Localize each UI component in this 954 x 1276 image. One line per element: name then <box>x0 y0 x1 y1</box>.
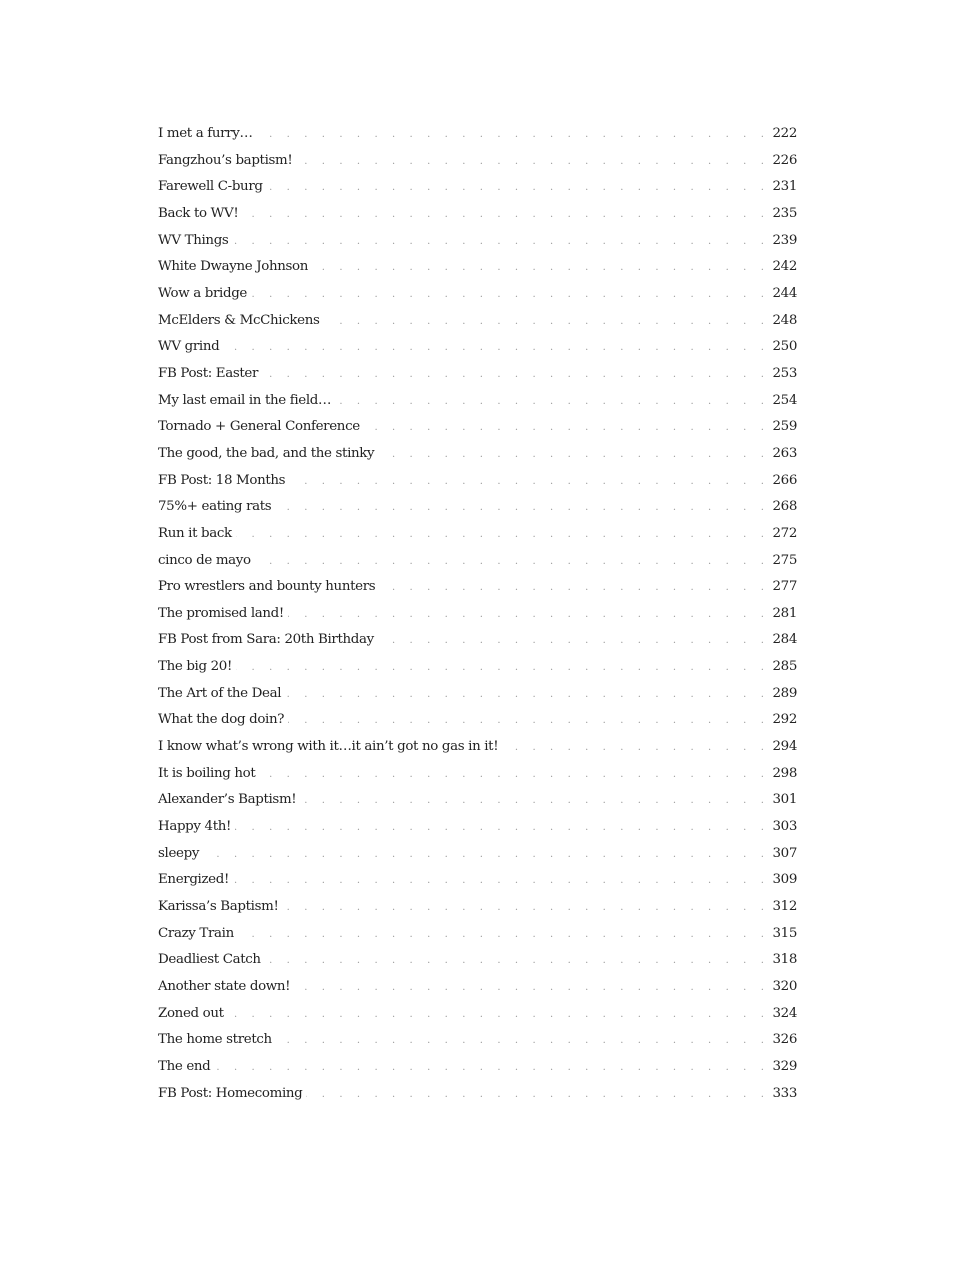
dot-leader <box>265 948 773 975</box>
toc-entry-page-number: 318 <box>772 952 797 968</box>
toc-entry-title: The promised land! <box>158 605 284 621</box>
toc-entry[interactable] <box>158 761 797 788</box>
toc-entry[interactable] <box>158 841 797 868</box>
toc-entry-page-number: 333 <box>772 1085 797 1101</box>
toc-entry-page-number: 244 <box>772 285 797 301</box>
toc-entry-page-number: 329 <box>772 1058 797 1074</box>
toc-entry-title: Wow a bridge <box>158 285 247 301</box>
toc-entry-title: Deadliest Catch <box>158 952 261 968</box>
toc-entry[interactable] <box>158 894 797 921</box>
dot-leader <box>233 868 772 895</box>
dot-leader <box>275 495 772 522</box>
toc-entry-page-number: 259 <box>772 419 797 435</box>
toc-entry[interactable] <box>158 574 797 601</box>
toc-entry-title: Karissa’s Baptism! <box>158 899 279 915</box>
toc-entry[interactable] <box>158 281 797 308</box>
toc-entry-title: FB Post: Easter <box>158 365 259 381</box>
toc-entry-title: 75%+ eating rats <box>158 499 272 515</box>
toc-entry-title: The home stretch <box>158 1032 272 1048</box>
dot-leader <box>267 175 773 202</box>
toc-entry-title: Alexander’s Baptism! <box>158 792 297 808</box>
toc-entry[interactable] <box>158 441 797 468</box>
dot-leader <box>312 255 772 282</box>
toc-entry[interactable] <box>158 388 797 415</box>
toc-entry-page-number: 250 <box>772 339 797 355</box>
dot-leader <box>238 922 773 949</box>
dot-leader <box>294 975 772 1002</box>
dot-leader <box>228 1002 773 1029</box>
toc-entry-title: Energized! <box>158 872 230 888</box>
toc-entry-page-number: 312 <box>772 899 797 915</box>
toc-entry[interactable] <box>158 1081 797 1108</box>
toc-entry[interactable] <box>158 201 797 228</box>
toc-entry-page-number: 242 <box>772 259 797 275</box>
toc-entry[interactable] <box>158 654 797 681</box>
toc-entry-page-number: 263 <box>772 445 797 461</box>
toc-entry[interactable] <box>158 814 797 841</box>
dot-leader <box>378 442 772 469</box>
toc-entry-title: Crazy Train <box>158 925 234 941</box>
dot-leader <box>300 788 772 815</box>
toc-entry-page-number: 222 <box>772 126 797 141</box>
toc-entry-title: Another state down! <box>158 979 291 994</box>
toc-entry-title: cinco de mayo <box>158 552 251 568</box>
toc-entry[interactable] <box>158 627 797 654</box>
toc-entry[interactable] <box>158 867 797 894</box>
toc-entry[interactable] <box>158 361 797 388</box>
toc-entry-title: The good, the bad, and the stinky <box>158 445 375 461</box>
toc-entry-page-number: 231 <box>772 179 797 195</box>
dot-leader <box>306 1082 772 1109</box>
toc-entry-page-number: 285 <box>772 659 797 675</box>
dot-leader <box>296 149 772 176</box>
toc-entry[interactable] <box>158 601 797 628</box>
toc-entry-title: The end <box>158 1058 211 1074</box>
toc-entry-page-number: 235 <box>772 205 797 221</box>
toc-entry[interactable] <box>158 308 797 335</box>
toc-entry-page-number: 226 <box>772 152 797 168</box>
toc-entry-page-number: 294 <box>772 739 797 755</box>
toc-entry[interactable] <box>158 548 797 575</box>
toc-entry[interactable] <box>158 521 797 548</box>
toc-entry-page-number: 298 <box>772 765 797 781</box>
toc-entry[interactable] <box>158 1001 797 1028</box>
toc-entry-title: Run it back <box>158 525 232 541</box>
toc-entry-page-number: 301 <box>772 792 797 808</box>
dot-leader <box>256 122 772 149</box>
toc-entry-title: WV Things <box>158 232 229 248</box>
dot-leader <box>285 682 772 709</box>
toc-entry-page-number: 272 <box>772 525 797 541</box>
dot-leader <box>214 1055 772 1082</box>
toc-entry-title: Farewell C-burg <box>158 179 263 195</box>
dot-leader <box>236 655 772 682</box>
toc-entry-page-number: 309 <box>772 872 797 888</box>
toc-entry[interactable] <box>158 468 797 495</box>
toc-entry-page-number: 289 <box>772 685 797 701</box>
toc-entry-title: FB Post from Sara: 20th Birthday <box>158 632 374 648</box>
toc-entry[interactable] <box>158 174 797 201</box>
toc-entry-page-number: 320 <box>772 979 797 994</box>
dot-leader <box>288 602 773 629</box>
toc-entry-title: It is boiling hot <box>158 765 256 781</box>
toc-entry[interactable] <box>158 734 797 761</box>
toc-entry[interactable] <box>158 121 797 148</box>
dot-leader <box>203 842 772 869</box>
toc-entry[interactable] <box>158 414 797 441</box>
dot-leader <box>288 708 772 735</box>
toc-entry-title: I know what’s wrong with it…it ain’t got no gas in it! <box>158 739 499 755</box>
dot-leader <box>251 282 772 309</box>
toc-entry-page-number: 254 <box>772 392 797 408</box>
dot-leader <box>379 575 772 602</box>
dot-leader <box>276 1028 773 1055</box>
dot-leader <box>259 762 772 789</box>
toc-entry-page-number: 284 <box>772 632 797 648</box>
toc-entry-title: Back to WV! <box>158 205 239 221</box>
toc-entry-title: My last email in the field… <box>158 392 332 408</box>
dot-leader <box>364 415 773 442</box>
toc-entry-title: FB Post: 18 Months <box>158 472 286 488</box>
dot-leader <box>223 335 772 362</box>
dot-leader <box>378 628 773 655</box>
toc-entry-page-number: 239 <box>772 232 797 248</box>
toc-entry-title: sleepy <box>158 845 200 861</box>
table-of-contents <box>158 121 797 1107</box>
toc-entry[interactable] <box>158 1054 797 1081</box>
dot-leader <box>289 469 772 496</box>
toc-entry[interactable] <box>158 228 797 255</box>
toc-entry-page-number: 324 <box>772 1005 797 1021</box>
toc-entry-title: Pro wrestlers and bounty hunters <box>158 579 376 595</box>
dot-leader <box>324 309 773 336</box>
toc-entry-title: What the dog doin? <box>158 712 285 728</box>
dot-leader <box>502 735 772 762</box>
dot-leader <box>262 362 772 389</box>
toc-entry[interactable] <box>158 921 797 948</box>
toc-entry-page-number: 281 <box>772 605 797 621</box>
toc-entry-title: I met a furry… <box>158 126 253 141</box>
toc-entry-title: Tornado + General Conference <box>158 419 360 435</box>
toc-entry-title: WV grind <box>158 339 220 355</box>
toc-entry-title: FB Post: Homecoming <box>158 1085 303 1101</box>
toc-entry[interactable] <box>158 947 797 974</box>
dot-leader <box>255 549 773 576</box>
toc-entry[interactable] <box>158 494 797 521</box>
toc-entry[interactable] <box>158 707 797 734</box>
toc-entry-page-number: 275 <box>772 552 797 568</box>
toc-entry-title: Happy 4th! <box>158 819 232 835</box>
dot-leader <box>236 522 773 549</box>
toc-entry-page-number: 326 <box>772 1032 797 1048</box>
toc-entry-title: The Art of the Deal <box>158 685 282 701</box>
toc-entry[interactable] <box>158 787 797 814</box>
toc-entry[interactable] <box>158 974 797 1001</box>
toc-entry[interactable] <box>158 254 797 281</box>
toc-entry-title: White Dwayne Johnson <box>158 259 309 275</box>
toc-entry-page-number: 277 <box>772 579 797 595</box>
dot-leader <box>232 229 772 256</box>
toc-entry-title: Fangzhou’s baptism! <box>158 152 293 168</box>
toc-entry-page-number: 253 <box>772 365 797 381</box>
dot-leader <box>335 389 772 416</box>
toc-entry-page-number: 303 <box>772 819 797 835</box>
toc-entry[interactable] <box>158 681 797 708</box>
toc-entry-title: The big 20! <box>158 659 232 675</box>
toc-entry[interactable] <box>158 1027 797 1054</box>
toc-entry-page-number: 268 <box>772 499 797 515</box>
toc-entry-page-number: 266 <box>772 472 797 488</box>
toc-entry-title: Zoned out <box>158 1005 224 1021</box>
dot-leader <box>242 202 772 229</box>
dot-leader <box>235 815 772 842</box>
toc-entry[interactable] <box>158 148 797 175</box>
toc-entry-title: McElders & McChickens <box>158 312 320 328</box>
dot-leader <box>283 895 773 922</box>
toc-entry-page-number: 315 <box>772 925 797 941</box>
toc-entry-page-number: 292 <box>772 712 797 728</box>
toc-entry-page-number: 307 <box>772 845 797 861</box>
toc-entry[interactable] <box>158 334 797 361</box>
toc-entry-page-number: 248 <box>772 312 797 328</box>
